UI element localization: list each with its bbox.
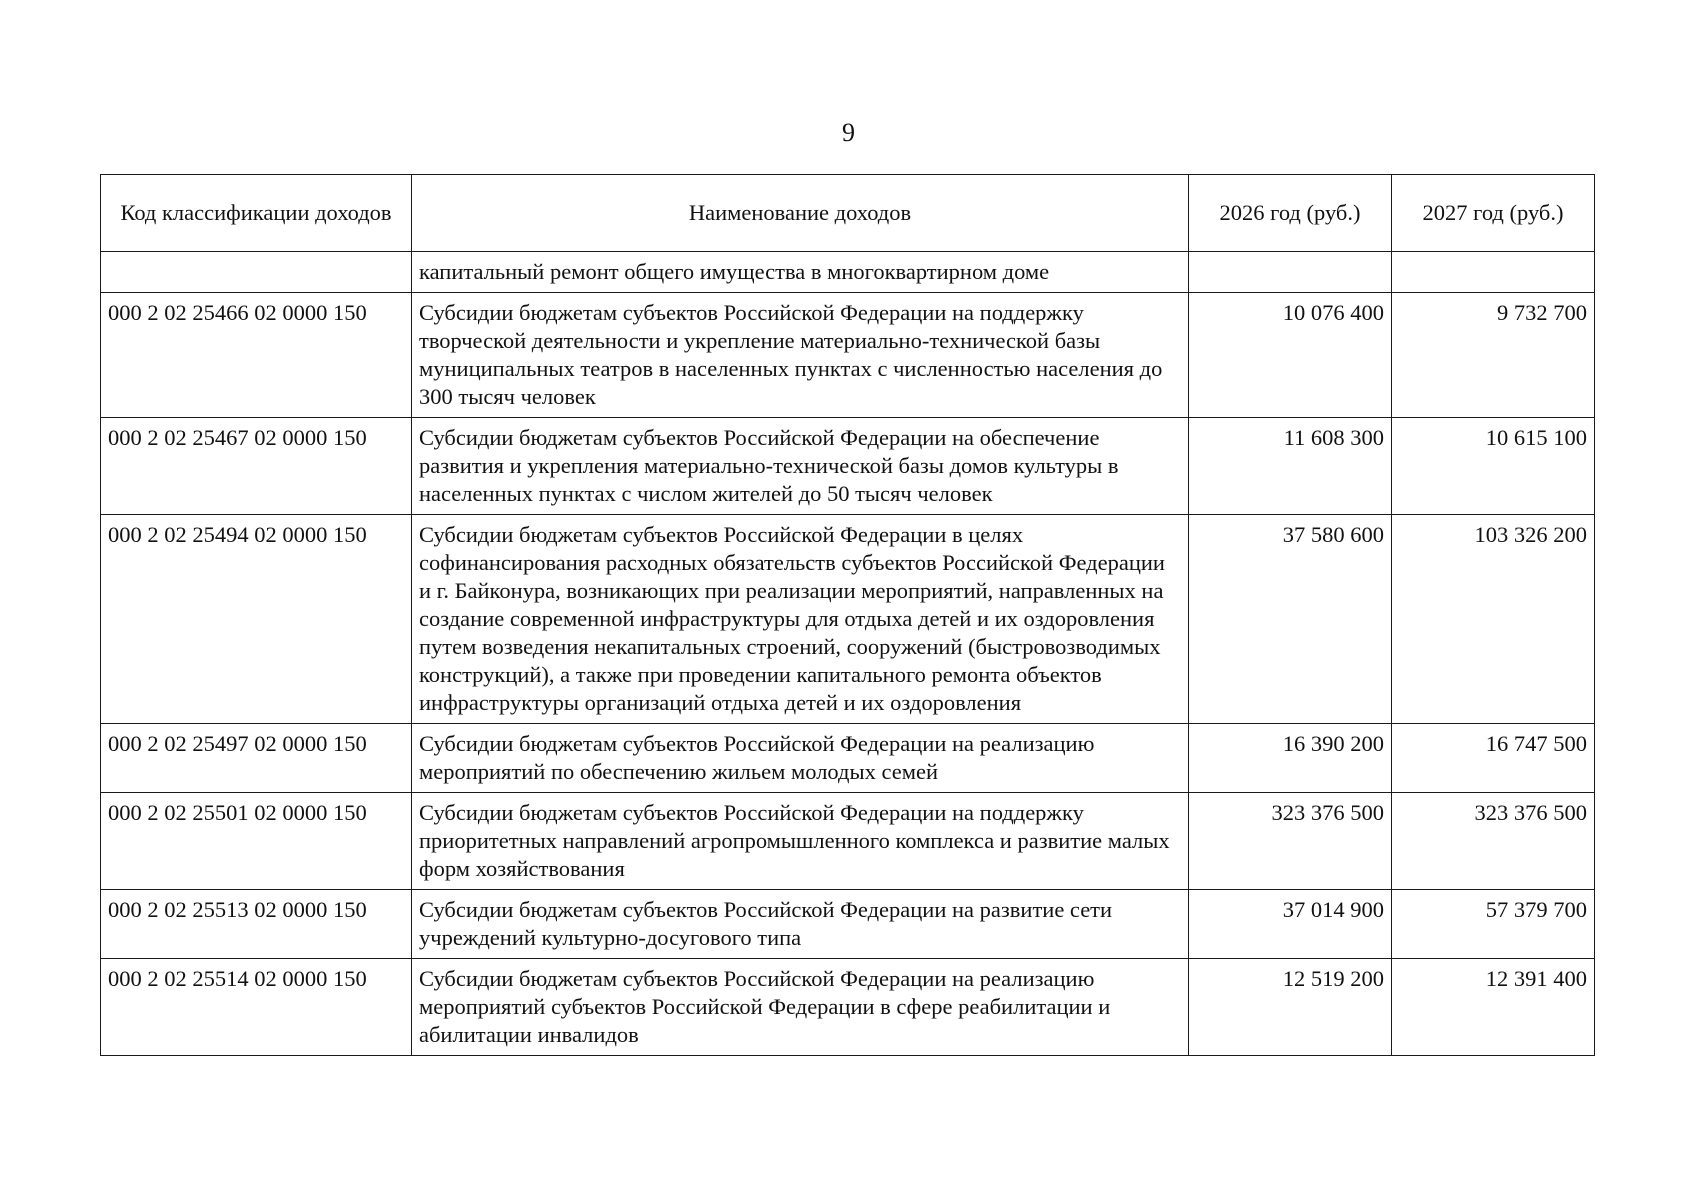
cell-year-2026 <box>1189 252 1392 293</box>
cell-code: 000 2 02 25467 02 0000 150 <box>101 418 412 515</box>
cell-year-2026: 37 014 900 <box>1189 890 1392 959</box>
cell-name: Субсидии бюджетам субъектов Российской Федерации в целях софинансирования расходных обязательств субъектов Российской Федерации и г. Байконура, возникающих при реализации мероприятий, направленных на создание современной инфраструктуры для отдыха детей и их оздоровления путем возведения некапитальных строений, сооружений (быстровозводимых конструкций), а также при проведении капитального ремонта объектов инфраструктуры организаций отдыха детей и их оздоровления <box>412 515 1189 724</box>
table-row <box>101 793 1595 890</box>
cell-name: Субсидии бюджетам субъектов Российской Федерации на развитие сети учреждений культурно-досугового типа <box>412 890 1189 959</box>
cell-year-2027: 10 615 100 <box>1392 418 1595 515</box>
table-row <box>101 293 1595 418</box>
cell-year-2026: 10 076 400 <box>1189 293 1392 418</box>
cell-code: 000 2 02 25466 02 0000 150 <box>101 293 412 418</box>
cell-year-2027: 12 391 400 <box>1392 959 1595 1056</box>
cell-year-2027: 103 326 200 <box>1392 515 1595 724</box>
cell-year-2027: 57 379 700 <box>1392 890 1595 959</box>
cell-name: Субсидии бюджетам субъектов Российской Федерации на поддержку творческой деятельности и укрепление материально-технической базы муниципальных театров в населенных пунктах с численностью населения до 300 тысяч человек <box>412 293 1189 418</box>
revenue-table <box>100 174 1595 1056</box>
table-row <box>101 724 1595 793</box>
cell-name: Субсидии бюджетам субъектов Российской Федерации на поддержку приоритетных направлений агропромышленного комплекса и развитие малых форм хозяйствования <box>412 793 1189 890</box>
cell-code <box>101 252 412 293</box>
cell-year-2026: 323 376 500 <box>1189 793 1392 890</box>
cell-year-2026: 16 390 200 <box>1189 724 1392 793</box>
header-year-2027: 2027 год (руб.) <box>1392 175 1595 252</box>
cell-year-2027: 16 747 500 <box>1392 724 1595 793</box>
cell-year-2026: 12 519 200 <box>1189 959 1392 1056</box>
table-header <box>101 175 1595 252</box>
table-row <box>101 418 1595 515</box>
table-body <box>101 252 1595 1056</box>
cell-year-2027 <box>1392 252 1595 293</box>
cell-code: 000 2 02 25497 02 0000 150 <box>101 724 412 793</box>
cell-name: Субсидии бюджетам субъектов Российской Федерации на реализацию мероприятий по обеспечению жильем молодых семей <box>412 724 1189 793</box>
header-row <box>101 175 1595 252</box>
header-year-2026: 2026 год (руб.) <box>1189 175 1392 252</box>
table-row <box>101 890 1595 959</box>
header-name: Наименование доходов <box>412 175 1189 252</box>
table-row <box>101 959 1595 1056</box>
cell-name: Субсидии бюджетам субъектов Российской Федерации на обеспечение развития и укрепления материально-технической базы домов культуры в населенных пунктах с числом жителей до 50 тысяч человек <box>412 418 1189 515</box>
cell-year-2026: 37 580 600 <box>1189 515 1392 724</box>
cell-year-2027: 323 376 500 <box>1392 793 1595 890</box>
cell-code: 000 2 02 25501 02 0000 150 <box>101 793 412 890</box>
cell-year-2027: 9 732 700 <box>1392 293 1595 418</box>
page-number: 9 <box>842 118 855 147</box>
continuation-row <box>101 252 1595 293</box>
cell-code: 000 2 02 25514 02 0000 150 <box>101 959 412 1056</box>
cell-code: 000 2 02 25494 02 0000 150 <box>101 515 412 724</box>
cell-name: капитальный ремонт общего имущества в многоквартирном доме <box>412 252 1189 293</box>
cell-year-2026: 11 608 300 <box>1189 418 1392 515</box>
cell-name: Субсидии бюджетам субъектов Российской Федерации на реализацию мероприятий субъектов Российской Федерации в сфере реабилитации и абилитации инвалидов <box>412 959 1189 1056</box>
cell-code: 000 2 02 25513 02 0000 150 <box>101 890 412 959</box>
table-row <box>101 515 1595 724</box>
header-code: Код классификации доходов <box>101 175 412 252</box>
